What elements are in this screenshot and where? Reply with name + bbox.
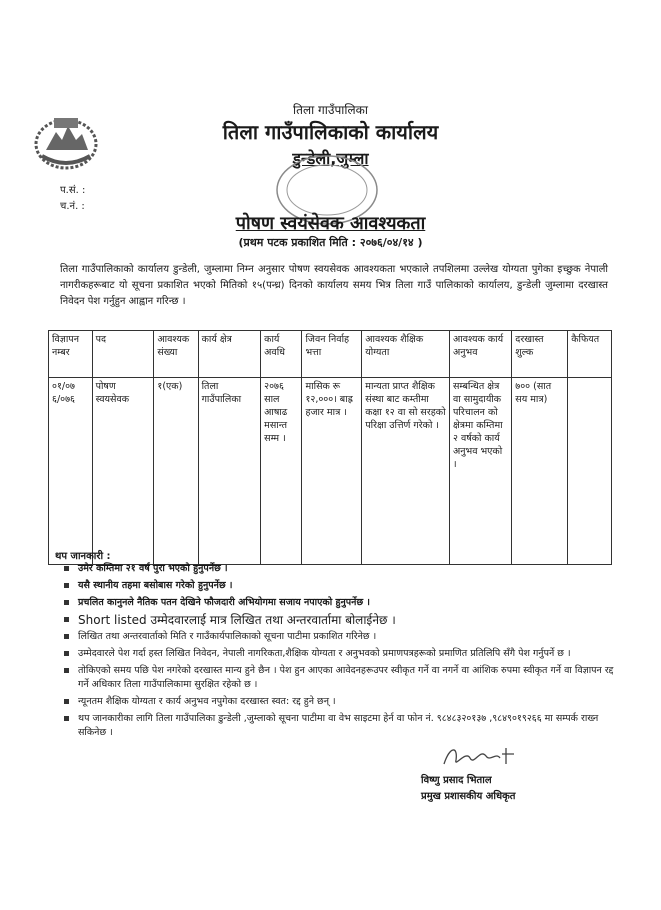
list-item: उम्मेदवारले पेश गर्दा हस्त लिखित निवेदन, नेपाली नागरिकता,शैक्षिक योग्यता र अनुभवको प्रमाणपत्रहरूको प्रमाणित प्रतिलिपि सँगै पेश गर्नुपर्ने छ ।	[60, 647, 615, 661]
reference-number-label: प.सं. :	[60, 185, 86, 196]
list-item: लिखित तथा अन्तरवार्ताको मिति र गाउँकार्यपालिकाको सूचना पाटीमा प्रकाशित गरिनेछ ।	[60, 630, 615, 644]
cell-allowance: मासिक रू १२,०००। बाह्र हजार मात्र ।	[302, 378, 362, 565]
cell-experience: सम्बन्धित क्षेत्र वा सामुदायीक परिचालन को क्षेत्रमा कम्तिमा २ वर्षको कार्य अनुभव भएको ।	[449, 378, 511, 565]
cell-remarks	[568, 378, 612, 565]
list-item: थप जानकारीका लागि तिला गाउँपालिका डुन्डेली ,जुम्लाको सूचना पाटीमा वा वेभ साइटमा हेर्न वा फोन नं. ९८४८३२०१३७ ,९८४९०१९२६६ मा सम्पर्क राख्न सकिनेछ ।	[60, 712, 615, 740]
list-item: Short listed उम्मेदवारलाई मात्र लिखित तथा अन्तरवार्तामा बोलाईनेछ ।	[60, 613, 615, 627]
header-ad-number: विज्ञापन नम्बर	[49, 331, 93, 378]
list-item: उमेर कम्तिमा २१ वर्ष पुरा भएको हुनुपर्नेछ ।	[60, 562, 615, 576]
signature-icon	[440, 742, 530, 772]
office-title: तिला गाउँपालिकाको कार्यालय	[222, 120, 439, 144]
header-required-count: आवश्यक संख्या	[154, 331, 198, 378]
bullet-icon	[64, 566, 69, 571]
list-item: यसै स्थानीय तहमा बसोबास गरेको हुनुपर्नेछ ।	[60, 579, 615, 593]
bullet-icon	[64, 651, 69, 656]
list-item: तोकिएको समय पछि पेश नगरेको दरखास्त मान्य हुने छैन । पेश हुन आएका आवेदनहरूउपर स्वीकृत गर्ने वा नगर्ने वा आंशिक रुपमा स्वीकृत गर्ने वा विज्ञापन रद्द गर्ने अधिकार तिला गाउँपालिकामा सुरक्षित रहेको छ ।	[60, 664, 615, 692]
header-duration: कार्य अवधि	[261, 331, 302, 378]
bullet-icon	[64, 699, 69, 704]
bullet-icon	[64, 668, 69, 673]
vacancy-table	[48, 330, 612, 565]
header-work-area: कार्य क्षेत्र	[198, 331, 261, 378]
bullet-icon	[64, 617, 69, 622]
cell-post: पोषण स्वयसेवक	[92, 378, 154, 565]
bullet-icon	[64, 600, 69, 605]
signatory-name: विष्णु प्रसाद भिताल	[421, 775, 492, 786]
extra-info-list	[60, 562, 615, 743]
table-header-row	[49, 331, 612, 378]
cell-work-area: तिला गाउँपालिका	[198, 378, 261, 565]
cell-fee: ७०० (सात सय मात्र)	[512, 378, 568, 565]
office-address: डुन्डेली,जुम्ला	[292, 149, 369, 168]
notice-heading: पोषण स्वयंसेवक आवश्यकता	[235, 213, 426, 234]
cell-qualification: मान्यता प्राप्त शैक्षिक संस्था बाट कम्तीमा कक्षा १२ वा सो सरहको परिक्षा उत्तिर्ण गरेको ।	[362, 378, 450, 565]
cell-duration: २०७६ साल आषाढ मसान्त सम्म ।	[261, 378, 302, 565]
signatory-title: प्रमुख प्रशासकीय अधिकृत	[421, 791, 516, 802]
header-fee: दरखास्त शुल्क	[512, 331, 568, 378]
publish-date: (प्रथम पटक प्रकाशित मिति : २०७६/०४/१४ )	[238, 236, 423, 249]
bullet-icon	[64, 583, 69, 588]
intro-paragraph: तिला गाउँपालिकाको कार्यालय डुन्डेली, जुम्लामा निम्न अनुसार पोषण स्वयसेवक आवश्यकता भएकाले तपशिलमा उल्लेख योग्यता पुगेका इच्छुक नेपाली नागरीकहरूबाट यो सूचना प्रकाशित भएको मितिको १५(पन्ध्र) दिनको कार्यालय समय भित्र तिला गाउँ पालिकाको कार्यालय, डुन्डेली जुम्लामा दरखास्त निवेदन पेश गर्नुहुन आह्वान गरिन्छ ।	[60, 264, 608, 307]
header-qualification: आवश्यक शैक्षिक योग्यता	[362, 331, 450, 378]
list-item: प्रचलित कानुनले नैतिक पतन देखिने फौजदारी अभियोगमा सजाय नपाएको हुनुपर्नेछ ।	[60, 596, 615, 610]
header-post: पद	[92, 331, 154, 378]
dispatch-number-label: च.नं. :	[60, 201, 85, 212]
extra-info-title: थप जानकारी :	[55, 551, 111, 562]
header-remarks: कैफियत	[568, 331, 612, 378]
header-allowance: जिवन निर्वाह भत्ता	[302, 331, 362, 378]
header-experience: आवश्यक कार्य अनुभव	[449, 331, 511, 378]
bullet-icon	[64, 716, 69, 721]
bullet-icon	[64, 634, 69, 639]
cell-ad-number: ०१/०७ ६/०७६	[49, 378, 93, 565]
office-subtitle: तिला गाउँपालिका	[293, 103, 368, 117]
list-item: न्यूनतम शैक्षिक योग्यता र कार्य अनुभव नपुगेका दरखास्त स्वत: रद्द हुने छन् ।	[60, 695, 615, 709]
cell-required-count: १(एक)	[154, 378, 198, 565]
table-row	[49, 378, 612, 565]
